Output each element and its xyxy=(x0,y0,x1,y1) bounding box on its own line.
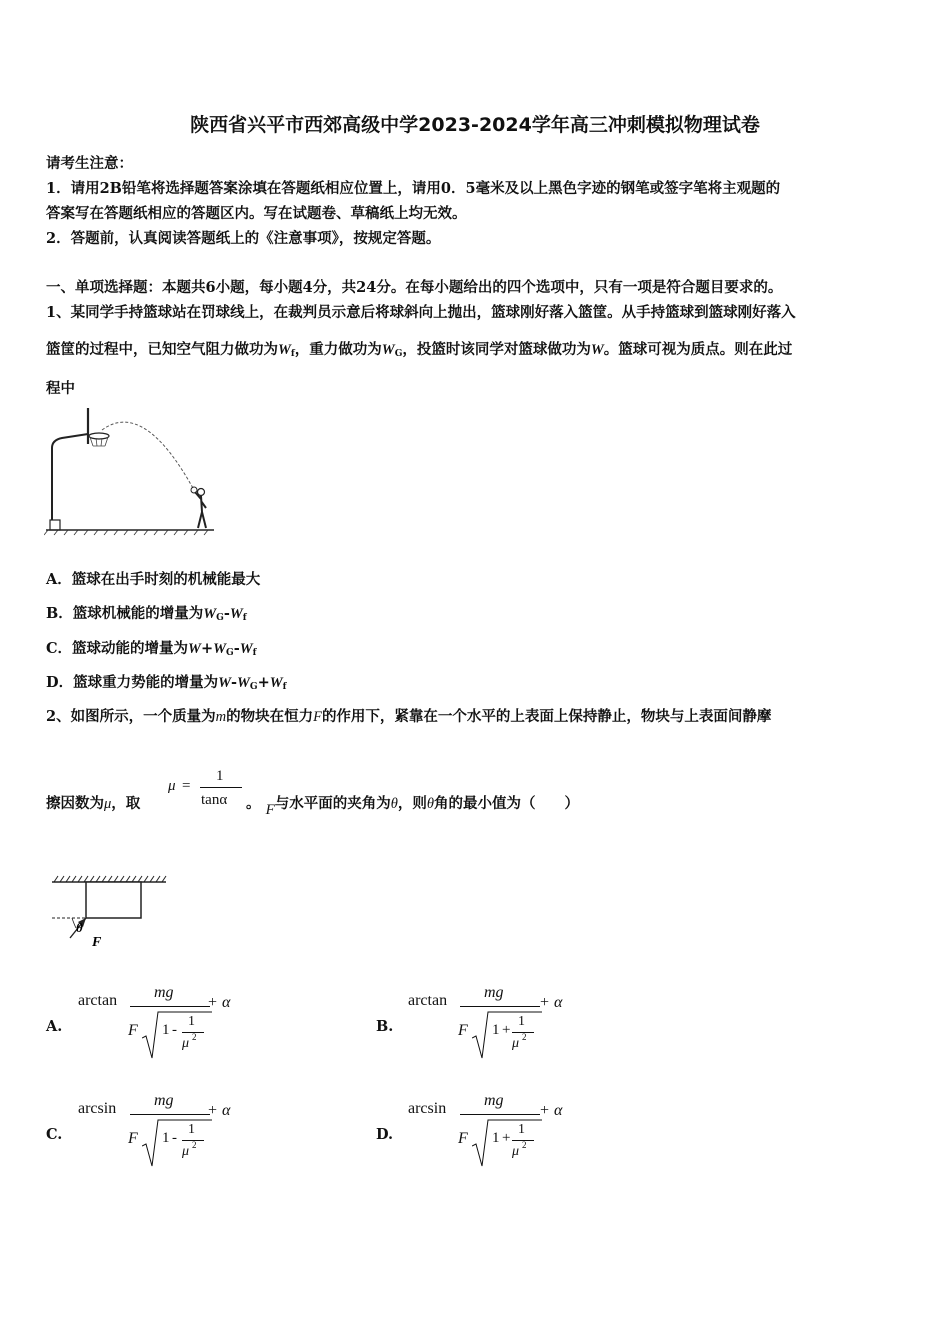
radical-sign xyxy=(142,1116,212,1172)
exam-page: 陕西省兴平市西郊高级中学2023-2024学年高三冲刺模拟物理试卷 请考生注意： 1．请用2B铅笔将选择题答案涂填在答题纸相应位置上，请用0．5毫米及以上黑色字迹的钢笔或签字笔将主观题的 答案写在答题纸相应的答题区内。写在试题卷、草稿纸上均无效。 2．答题前，认真阅读答题纸上的《注意事项》，按规定答题。 一、单项选择题：本题共6小题，每小题4分，共24分。在每小题给出的四个选项中，只有一项是符合题目要求的。 1、某同学手持篮球站在罚球线上，在裁判员示意后将球斜向上抛出，篮球刚好落入篮筐。从手持篮球到篮球刚好落入 篮筐的过程中，已知空气阻力做功为$W_f$，重力做功为$W_G$，投篮时该同学对篮球做功为W。篮球可视为质点。则在此过 程中 A．篮球在出手时刻的机械能最大 B．篮球机械能的增量为$W_G-W_f$ C．篮球动能的增量为$W+W_G-W_f$ D．篮球重力势能的增量为$W-W_G+W_f$ 2、如图所示，一个质量为m的物块在恒力F的作用下，紧靠在一个水平的上表面上保持静止，物块与上表面间静摩 擦因数为μ，取 μ = 1 tanα 。 F与水平面的夹角为θ，则θ角的最小值为（ ） θ F A. arctan mg F 1 - 1 μ 2 + α B. arctan mg F 1 + 1 μ 2 + α C. arcsin mg F 1 - 1 μ 2 + α D. arcsin mg F 1 + 1 μ 2 + α xyxy=(0,0,950,1344)
notice-item-2: 2．答题前，认真阅读答题纸上的《注意事项》，按规定答题。 xyxy=(46,230,441,247)
q2-line-1: 2、如图所示，一个质量为m的物块在恒力F的作用下，紧靠在一个水平的上表面上保持静止，物块与上表面间静摩 xyxy=(46,708,772,725)
q1-option-b[interactable]: B．篮球机械能的增量为$W_G-W_f$ xyxy=(46,605,247,623)
q1-line-3: 程中 xyxy=(46,380,75,397)
notice-item-1a: 1．请用2B铅笔将选择题答案涂填在答题纸相应位置上，请用0．5毫米及以上黑色字迹的钢笔或签字笔将主观题的 xyxy=(46,180,781,197)
basketball-figure xyxy=(44,404,224,536)
q2-line-2-rest: 。 F与水平面的夹角为θ，则θ角的最小值为（ ） xyxy=(246,795,579,818)
q2-option-d[interactable]: D. arcsin mg F 1 + 1 μ 2 + α xyxy=(376,1096,616,1176)
q1-option-c[interactable]: C．篮球动能的增量为$W+W_G-W_f$ xyxy=(46,640,257,658)
q1-option-a[interactable]: A．篮球在出手时刻的机械能最大 xyxy=(46,571,261,588)
force-label: F xyxy=(92,935,102,950)
q2-option-a[interactable]: A. arctan mg F 1 - 1 μ 2 + α xyxy=(46,988,286,1068)
q1-line-1: 1、某同学手持篮球站在罚球线上，在裁判员示意后将球斜向上抛出，篮球刚好落入篮筐。从手持篮球到篮球刚好落入 xyxy=(46,304,796,321)
notice-heading: 请考生注意： xyxy=(46,155,133,172)
q2-line-2: 擦因数为μ，取 xyxy=(46,795,141,812)
section-heading: 一、单项选择题：本题共6小题，每小题4分，共24分。在每小题给出的四个选项中，只有一项是符合题目要求的。 xyxy=(46,279,783,296)
notice-item-1b: 答案写在答题纸相应的答题区内。写在试题卷、草稿纸上均无效。 xyxy=(46,205,467,222)
q1-line-2: 篮筐的过程中，已知空气阻力做功为$W_f$，重力做功为$W_G$，投篮时该同学对篮球做功为W。篮球可视为质点。则在此过 xyxy=(46,341,793,359)
q2-option-b[interactable]: B. arctan mg F 1 + 1 μ 2 + α xyxy=(376,988,616,1068)
theta-label: θ xyxy=(76,920,83,935)
radical-sign xyxy=(142,1008,212,1064)
page-title: 陕西省兴平市西郊高级中学2023-2024学年高三冲刺模拟物理试卷 xyxy=(190,114,760,136)
block-force-figure xyxy=(50,872,170,952)
q2-option-c[interactable]: C. arcsin mg F 1 - 1 μ 2 + α xyxy=(46,1096,286,1176)
q1-option-d[interactable]: D．篮球重力势能的增量为$W-W_G+W_f$ xyxy=(46,674,287,692)
